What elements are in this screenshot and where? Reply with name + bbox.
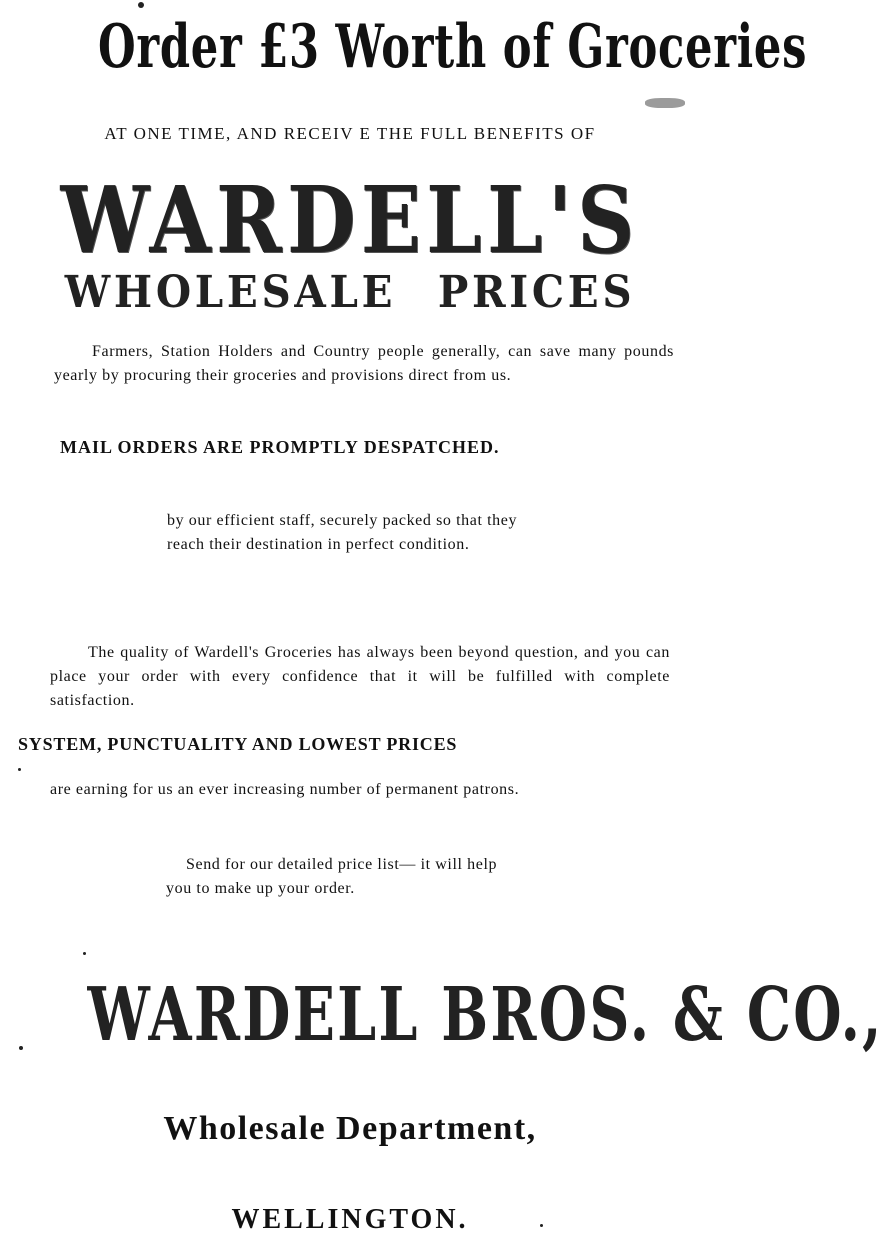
headline: Order £3 Worth of Groceries: [97, 12, 808, 82]
print-speck: [83, 952, 86, 955]
brand-name: WARDELL'S: [60, 166, 640, 274]
wholesale-prices-heading: WHOLESALE PRICES: [64, 267, 636, 318]
mail-orders-heading: MAIL ORDERS ARE PROMPTLY DESPATCHED.: [60, 437, 500, 457]
print-speck: [645, 98, 685, 108]
city-name: WELLINGTON.: [231, 1204, 469, 1235]
patrons-paragraph: are earning for us an ever increasing number of permanent patrons.: [50, 781, 520, 798]
subheading: AT ONE TIME, AND RECEIV E THE FULL BENEFITS OF: [104, 124, 596, 143]
system-heading: SYSTEM, PUNCTUALITY AND LOWEST PRICES: [18, 734, 458, 754]
department-name: Wholesale Department,: [163, 1110, 537, 1147]
print-speck: [19, 1046, 23, 1050]
print-speck: [138, 2, 144, 8]
company-name: WARDELL BROS. & CO.,: [87, 972, 884, 1058]
farmers-paragraph: Farmers, Station Holders and Country people generally, can save many pounds yearly by procuring their groceries and provisions direct from us.: [54, 343, 674, 384]
despatch-paragraph: by our efficient staff, securely packed so that they reach their destination in perfect condition.: [167, 512, 518, 553]
print-speck: [540, 1224, 543, 1227]
quality-paragraph: The quality of Wardell's Groceries has always been beyond question, and you can place your order with every confidence that it will be fulfilled with complete satisfaction.: [50, 644, 670, 709]
price-list-paragraph: Send for our detailed price list— it will help you to make up your order.: [166, 856, 498, 897]
print-speck: [18, 768, 21, 771]
